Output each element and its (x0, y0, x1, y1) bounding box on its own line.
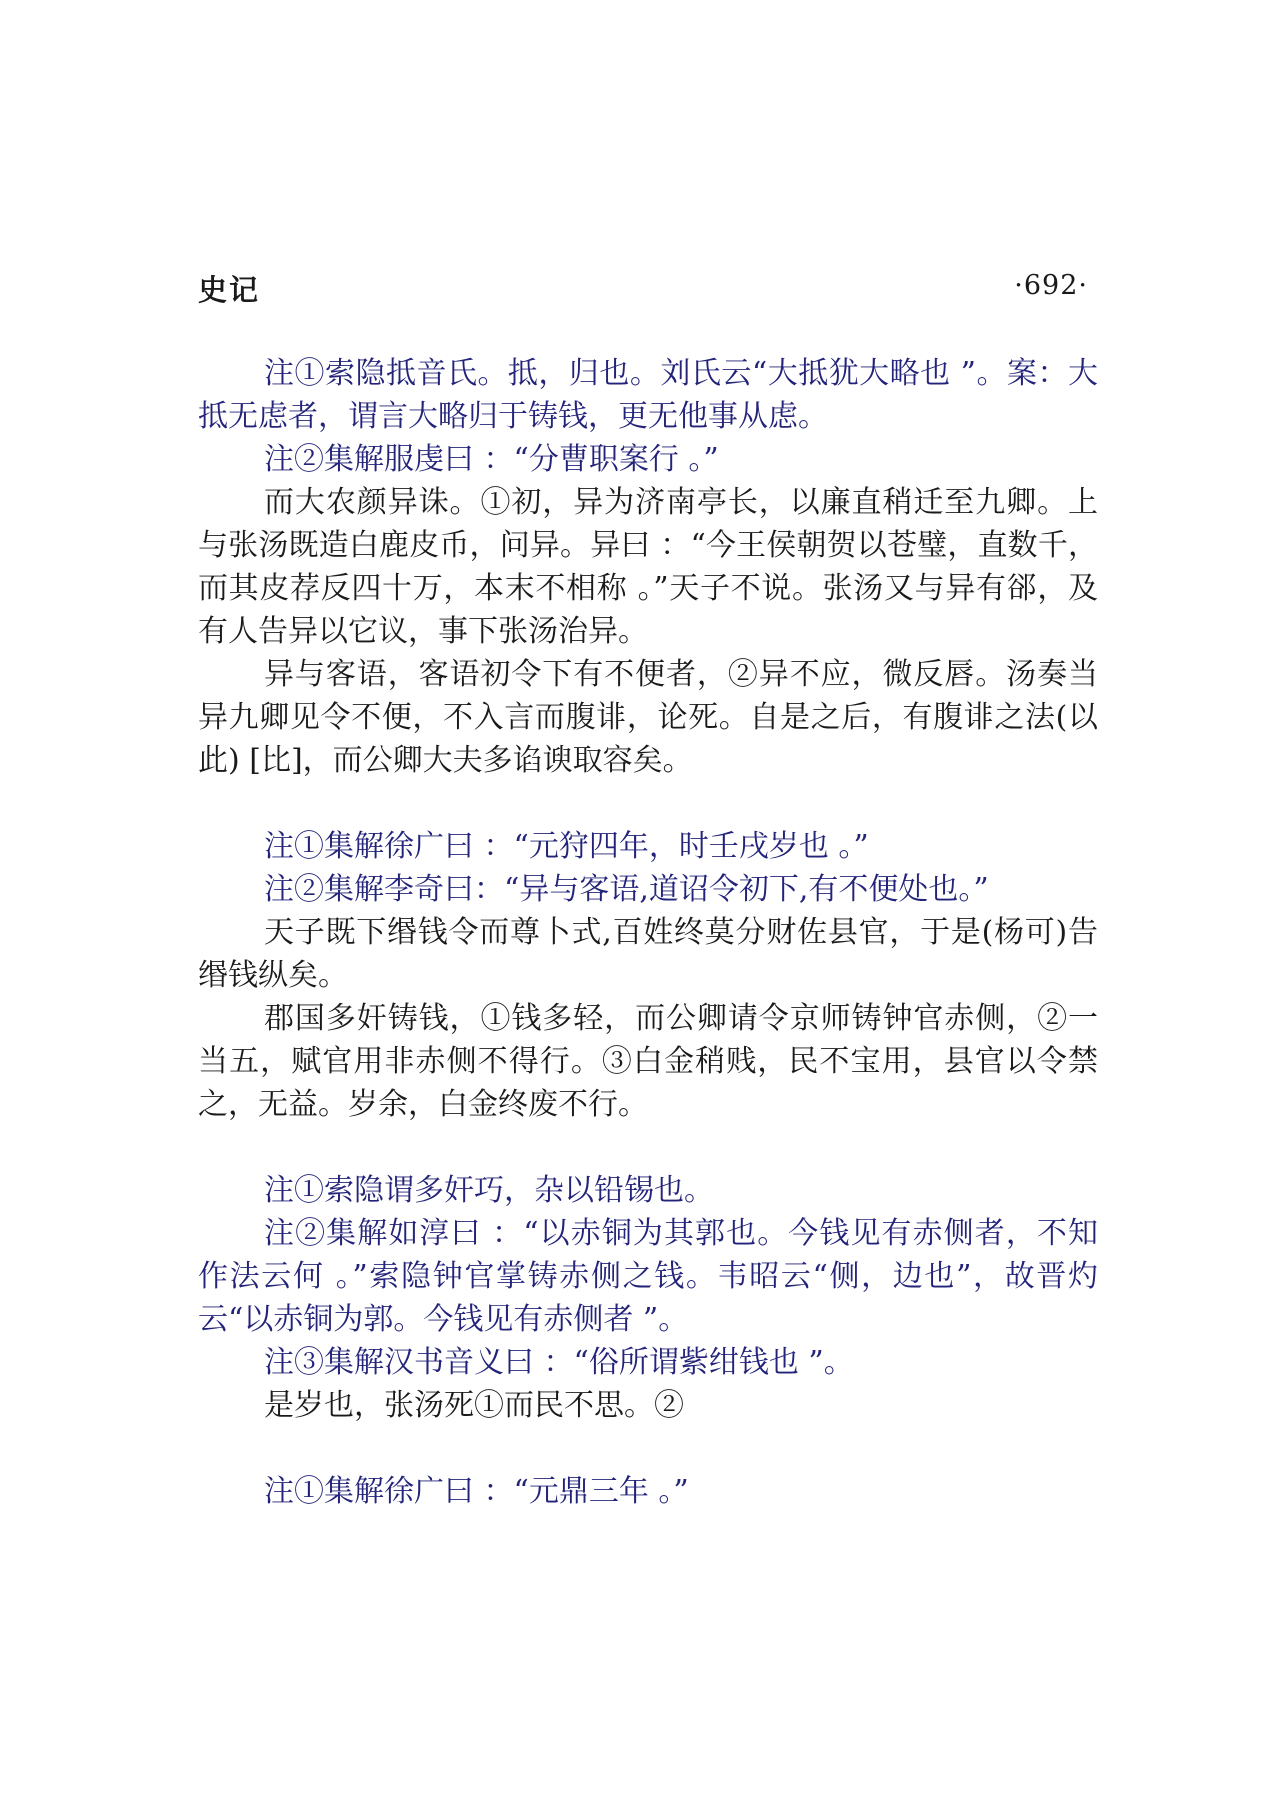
book-title: 史记 (198, 273, 261, 307)
page-header (198, 268, 1088, 318)
text-paragraph: 是岁也，张汤死①而民不思。② (264, 1388, 684, 1423)
annotation-paragraph: 注①索隐谓多奸巧，杂以铅锡也。 (264, 1173, 714, 1208)
text-paragraph: 郡国多奸铸钱，①钱多轻，而公卿请令京师铸钟官赤侧，②一当五，赋官用非赤侧不得行。③白金稍贱，民不宝用，县官以令禁之，无益。岁余，白金终废不行。 (198, 1001, 1098, 1122)
annotation-paragraph: 注①集解徐广曰 ：“元狩四年，时壬戌岁也 。” (264, 829, 869, 864)
paragraph-gap (198, 1427, 1098, 1470)
text-paragraph: 而大农颜异诛。①初，异为济南亭长，以廉直稍迁至九卿。上与张汤既造白鹿皮币，问异。异曰 ：“今王侯朝贺以苍璧，直数千，而其皮荐反四十万，本末不相称 。”天子不说。张汤又与异有郤，及有人告异以它议，事下张汤治异。 (198, 485, 1098, 649)
paragraph-gap (198, 1126, 1098, 1169)
annotation-paragraph: 注③集解汉书音义曰 ：“俗所谓紫绀钱也 ”。 (264, 1345, 854, 1380)
annotation-paragraph: 注②集解如淳曰 ：“以赤铜为其郭也。今钱见有赤侧者，不知作法云何 。”索隐钟官掌铸赤侧之钱。韦昭云“侧，边也”，故晋灼云“以赤铜为郭。今钱见有赤侧者 ”。 (198, 1216, 1098, 1337)
text-paragraph: 天子既下缗钱令而尊卜式,百姓终莫分财佐县官，于是(杨可)告缗钱纵矣。 (198, 915, 1098, 993)
annotation-paragraph: 注①索隐抵音氏。抵，归也。刘氏云“大抵犹大略也 ”。案：大抵无虑者，谓言大略归于铸钱，更无他事从虑。 (198, 356, 1098, 434)
page-body (198, 352, 1098, 1513)
page-number: ·692· (1014, 270, 1088, 301)
annotation-paragraph: 注②集解服虔曰 ：“分曹职案行 。” (264, 442, 719, 477)
annotation-paragraph: 注②集解李奇曰：“异与客语,道诏令初下,有不便处也。” (264, 872, 989, 907)
annotation-paragraph: 注①集解徐广曰 ：“元鼎三年 。” (264, 1474, 689, 1509)
text-paragraph: 异与客语，客语初令下有不便者，②异不应，微反唇。汤奏当异九卿见令不便，不入言而腹诽，论死。自是之后，有腹诽之法(以此) [比]，而公卿大夫多谄谀取容矣。 (198, 657, 1098, 778)
paragraph-gap (198, 782, 1098, 825)
